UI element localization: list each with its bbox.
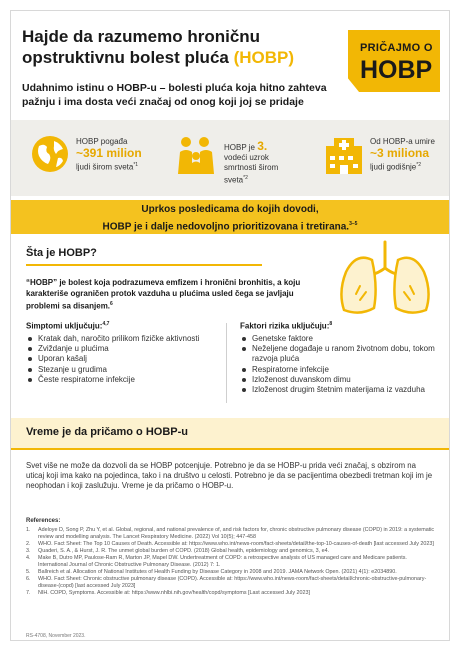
stat-cause-suffix: vodeći uzrok smrtnosti širom sveta: [224, 153, 279, 185]
what-is-divider: [26, 264, 262, 266]
page-subtitle: Udahnimo istinu o HOBP-u – bolesti pluća koja hitno zahteva pažnju i ima dosta veći značaj od onog koji joj se pridaje: [22, 82, 327, 108]
list-item: Zviždanje u plućima: [28, 344, 223, 354]
reference-item: [26, 569, 438, 576]
stat-deaths-suffix-wrap: [370, 160, 444, 173]
stat-cause-value: 3.: [257, 139, 268, 153]
reference-item: [26, 541, 438, 548]
risk-ref: 8: [329, 321, 333, 327]
badge-line2: HOBP: [360, 56, 433, 84]
priority-banner-text: [11, 203, 449, 234]
stat-deaths: [370, 137, 444, 173]
stat-cause-ref: *2: [243, 175, 248, 181]
stat-prevalence-value: ~391 milion: [76, 146, 142, 160]
stat-deaths-suffix: ljudi godišnje: [370, 162, 417, 172]
reference-item: [26, 527, 438, 541]
risk-factors-heading: [240, 321, 332, 331]
lungs-icon: [330, 238, 440, 320]
stat-prevalence-suffix: ljudi širom sveta: [76, 162, 134, 172]
title-accent: (HOBP): [233, 48, 295, 67]
stat-cause-prefix-wrap: [224, 140, 302, 153]
stat-prevalence-suffix-wrap: [76, 160, 148, 173]
reference-number: 6.: [26, 576, 31, 582]
reference-text: WHO. Fact Sheet: Chronic obstructive pulmonary disease (COPD). Accessible at: https://www.who.int/news-room/fact-sheets/detail/chronic-obstructive-pulmonary-disease-(copd) [last accessed July 2023]: [38, 576, 427, 589]
stat-cause-suffix-wrap: [224, 153, 302, 186]
document-code: RS-4708, November 2023.: [26, 633, 86, 639]
definition-ref: 6: [110, 301, 113, 307]
symptoms-ref: 4,7: [102, 321, 110, 327]
references-list: [26, 527, 438, 597]
reference-item: [26, 555, 438, 569]
list-item: Izloženost duvanskom dimu: [242, 375, 438, 385]
stat-deaths-ref: *2: [416, 162, 421, 168]
list-item: Genetske faktore: [242, 334, 438, 344]
page-title: [22, 26, 342, 68]
family-icon: [172, 134, 220, 178]
reference-number: 3.: [26, 548, 31, 554]
hospital-icon: [324, 134, 364, 176]
reference-text: Make B, Dutro MP, Paulose-Ram R, Marton JP, Mapel DW. Undertreatment of COPD: a retrospective analysis of US managed care and Medicare patients. International Journal of Chronic Obstructive Pulmonary Disease. (2012) 7: 1.: [38, 555, 407, 568]
stat-deaths-value: ~3 miliona: [370, 146, 430, 160]
definition-text: “HOBP” je bolest koja podrazumeva emfizem i hronični bronhitis, a koju karakteriše ograničen protok vazduha u plućima usled čega se javljaju problemi sa disanjem.: [26, 278, 301, 311]
time-to-talk-divider: [11, 448, 449, 450]
reference-text: Quaderi, S. A., & Hurst, J. R. The unmet global burden of COPD. (2018) Global health, epidemiology and genomics, 3, e4.: [38, 548, 330, 554]
reference-text: Ballreich et al. Allocation of National Institutes of Health Funding by Disease Category in 2008 and 2019. JAMA Network Open. (2021) 4(1): e2034890.: [38, 569, 397, 575]
badge-line1: PRIČAJMO O: [360, 42, 433, 54]
list-item: Stezanje u grudima: [28, 365, 223, 375]
title-main: Hajde da razumemo hroničnu opstruktivnu bolest pluća: [22, 27, 261, 67]
what-is-heading: Šta je HOBP?: [26, 247, 97, 259]
time-to-talk-heading: Vreme je da pričamo o HOBP-u: [26, 426, 188, 438]
copd-definition: [26, 278, 326, 312]
symptoms-list: [28, 334, 223, 385]
symptoms-heading-text: Simptomi uključuju:: [26, 321, 103, 331]
reference-number: 1.: [26, 527, 31, 533]
risk-factors-list: [242, 334, 438, 395]
list-item: Česte respiratorne infekcije: [28, 375, 223, 385]
reference-text: WHO. Fact Sheet: The Top 10 Causes of Death. Accessible at: https://www.who.int/news-room/fact-sheets/detail/the-top-10-causes-of-death [last accessed July 2023]: [38, 541, 434, 547]
banner-line1: Uprkos posledicama do kojih dovodi,: [141, 204, 319, 215]
reference-item: [26, 548, 438, 555]
reference-item: [26, 590, 438, 597]
stat-deaths-prefix: Od HOBP-a umire: [370, 137, 435, 146]
stat-cause-prefix: HOBP je: [224, 143, 255, 152]
risk-heading-text: Faktori rizika uključuju:: [240, 321, 330, 331]
globe-icon: [30, 134, 70, 174]
list-item: Izloženost drugim štetnim materijama iz vazduha: [242, 385, 438, 395]
reference-text: NIH. COPD, Symptoms. Accessible at: https://www.nhlbi.nih.gov/health/copd/symptoms [Last accessed July 2023]: [38, 590, 311, 596]
stat-prevalence-prefix: HOBP pogađa: [76, 137, 128, 146]
reference-number: 2.: [26, 541, 31, 547]
list-item: Kratak dah, naročito prilikom fizičke aktivnosti: [28, 334, 223, 344]
stat-prevalence-ref: *1: [133, 162, 139, 168]
symptoms-heading: [26, 321, 109, 331]
list-item: Respiratorne infekcije: [242, 365, 438, 375]
reference-text: Adeloye D, Song P, Zhu Y, et al. Global, regional, and national prevalence of, and risk factors for, chronic obstructive pulmonary disease (COPD) in 2019: a systematic review and modelling analysis. The Lancet Respiratory Medicine. (2022) Vol 10(5); 447-458: [38, 527, 435, 540]
column-divider: [226, 323, 227, 403]
stat-cause-of-death: [224, 140, 302, 186]
banner-ref: 3–5: [349, 221, 358, 227]
stat-prevalence: [76, 137, 148, 173]
banner-line2: HOBP je i dalje nedovoljno prioritizovana i tretirana.: [102, 221, 350, 233]
time-to-talk-text: Svet više ne može da dozvoli da se HOBP potcenjuje. Potrebno je da se HOBP-u prida veći značaj, s obzirom na uticaj koji ima kako na pojedinca, tako i na društvo u celosti. Potrebno je da se pacijentima obezbedi tretman koji im je neophodan i koji zaslužuju. Vreme je da pričamo o HOBP-u.: [26, 461, 433, 491]
list-item: Neželjene događaje u ranom životnom dobu, tokom razvoja pluća: [242, 344, 438, 364]
list-item: Uporan kašalj: [28, 354, 223, 364]
references-heading: References:: [26, 518, 61, 524]
reference-number: 7.: [26, 590, 31, 596]
reference-number: 4.: [26, 555, 31, 561]
reference-item: [26, 576, 438, 590]
reference-number: 5.: [26, 569, 31, 575]
banner-line2-wrap: [11, 217, 449, 234]
